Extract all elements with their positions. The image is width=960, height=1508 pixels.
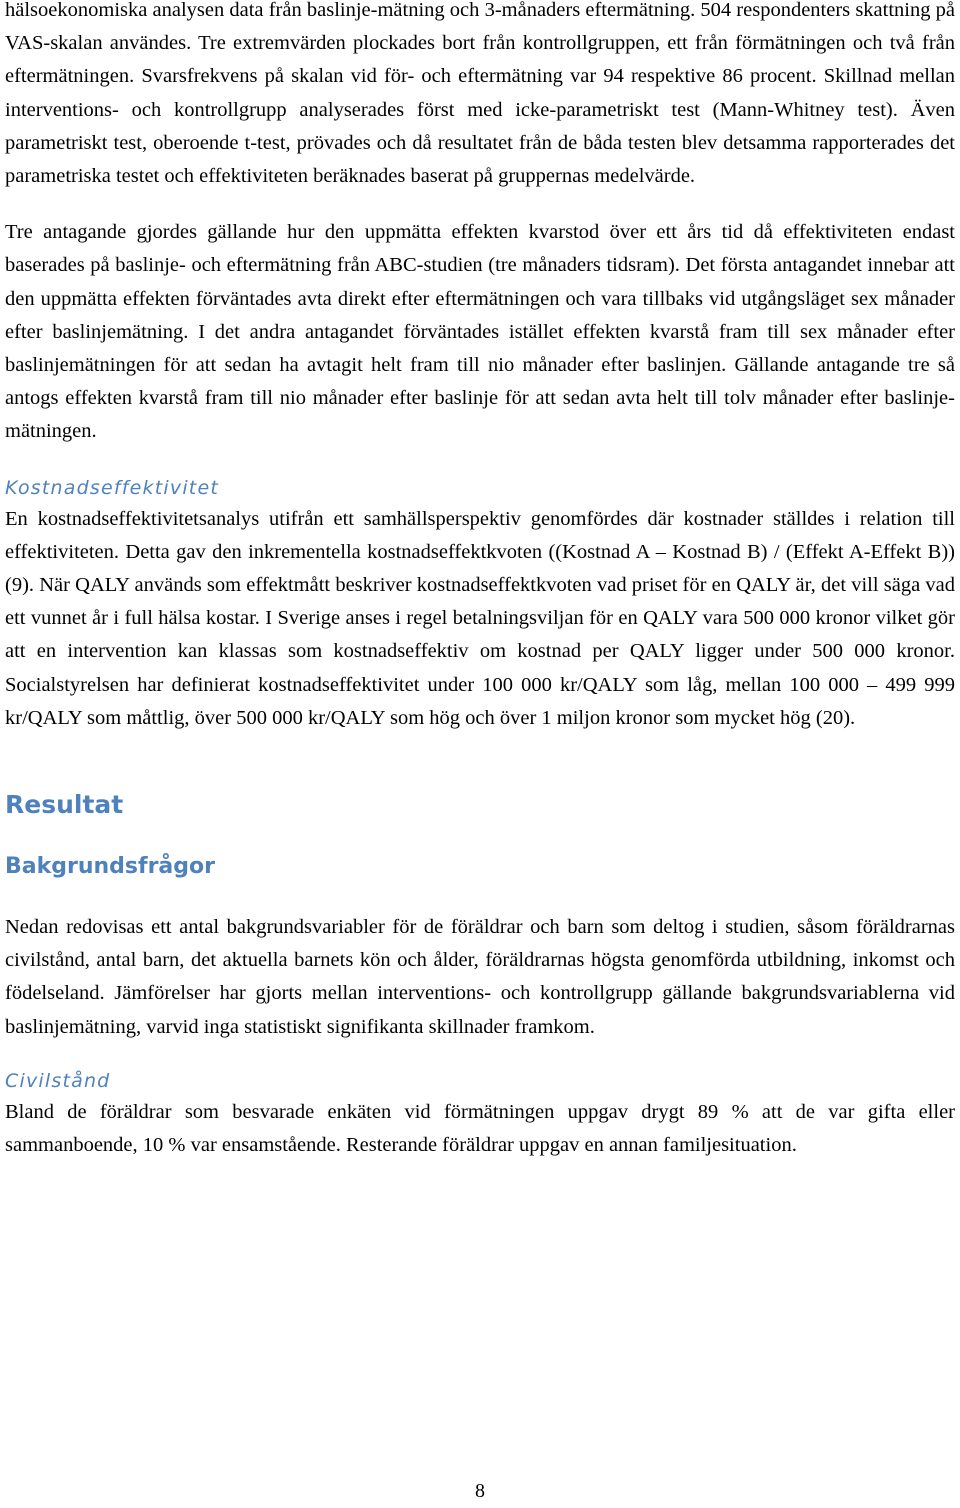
document-page: [5, 0, 955, 1162]
heading-kostnadseffektivitet: Kostnadseffektivitet: [5, 476, 219, 499]
paragraph-assumptions: Tre antagande gjordes gällande hur den uppmätta effekten kvarstod över ett års tid då effektiviteten endast baserades på baslinje- och eftermätning från ABC-studien (tre månaders tidsram). Det första antagandet innebar att den uppmätta effekten förväntades avta direkt efter eftermätningen och vara tillbaks vid utgångsläget sex månader efter baslinjemätning. I det andra antagandet förväntades istället effekten kvarstå fram till sex månader efter baslinjemätningen för att sedan ha avtagit helt fram till nio månader efter baslinjen. Gällande antagande tre så antogs effekten kvarstå fram till nio månader efter baslinje för att sedan avta helt till tolv månader efter baslinje-mätningen.: [5, 221, 955, 443]
paragraph-civilstand: Bland de föräldrar som besvarade enkäten vid förmätningen uppgav drygt 89 % att de var gifta eller sammanboende, 10 % var ensamstående. Resterande föräldrar uppgav en annan familjesituation.: [5, 1100, 955, 1157]
paragraph-cost-effectiveness: En kostnadseffektivitetsanalys utifrån ett samhällsperspektiv genomfördes där kostnader ställdes i relation till effektiviteten. Detta gav den inkrementella kostnadseffektkvoten ((Kostnad A – Kostnad B) / (Effekt A-Effekt B)) (9). När QALY används som effektmått beskriver kostnadseffektkvoten vad priset för en QALY är, det vill säga vad ett vunnet år i full hälsa kostar. I Sverige anses i regel betalningsviljan för en QALY vara 500 000 kronor vilket gör att en intervention kan klassas som kostnadseffektiv om kostnad per QALY ligger under 500 000 kronor. Socialstyrelsen har definierat kostnadseffektivitet under 100 000 kr/QALY som låg, mellan 100 000 – 499 999 kr/QALY som måttlig, över 500 000 kr/QALY som hög och över 1 miljon kronor som mycket hög (20).: [5, 507, 955, 729]
heading-civilstand: Civilstånd: [5, 1069, 111, 1092]
heading-resultat: Resultat: [5, 790, 124, 820]
page-number: 8: [475, 1480, 485, 1502]
paragraph-background-variables: Nedan redovisas ett antal bakgrundsvariabler för de föräldrar och barn som deltog i studien, såsom föräldrarnas civilstånd, antal barn, det aktuella barnets kön och ålder, föräldrarnas högsta genomförda utbildning, inkomst och födelseland. Jämförelser har gjorts mellan interventions- och kontrollgrupp gällande bakgrundsvariablerna vid baslinjemätning, varvid inga statistiskt signifikanta skillnader framkom.: [5, 916, 955, 1038]
heading-bakgrundsfragor: Bakgrundsfrågor: [5, 854, 215, 880]
paragraph-method-analysis: hälsoekonomiska analysen data från baslinje-mätning och 3-månaders eftermätning. 504 respondenters skattning på VAS-skalan användes. Tre extremvärden plockades bort från kontrollgruppen, ett från förmätningen och två från eftermätningen. Svarsfrekvens på skalan vid för- och eftermätning var 94 respektive 86 procent. Skillnad mellan interventions- och kontrollgrupp analyserades först med icke-parametriskt test (Mann-Whitney test). Även parametriskt test, oberoende t-test, prövades och då resultatet från de båda testen blev detsamma rapporterades det parametriska testet och effektiviteten beräknades baserat på gruppernas medelvärde.: [5, 0, 955, 188]
